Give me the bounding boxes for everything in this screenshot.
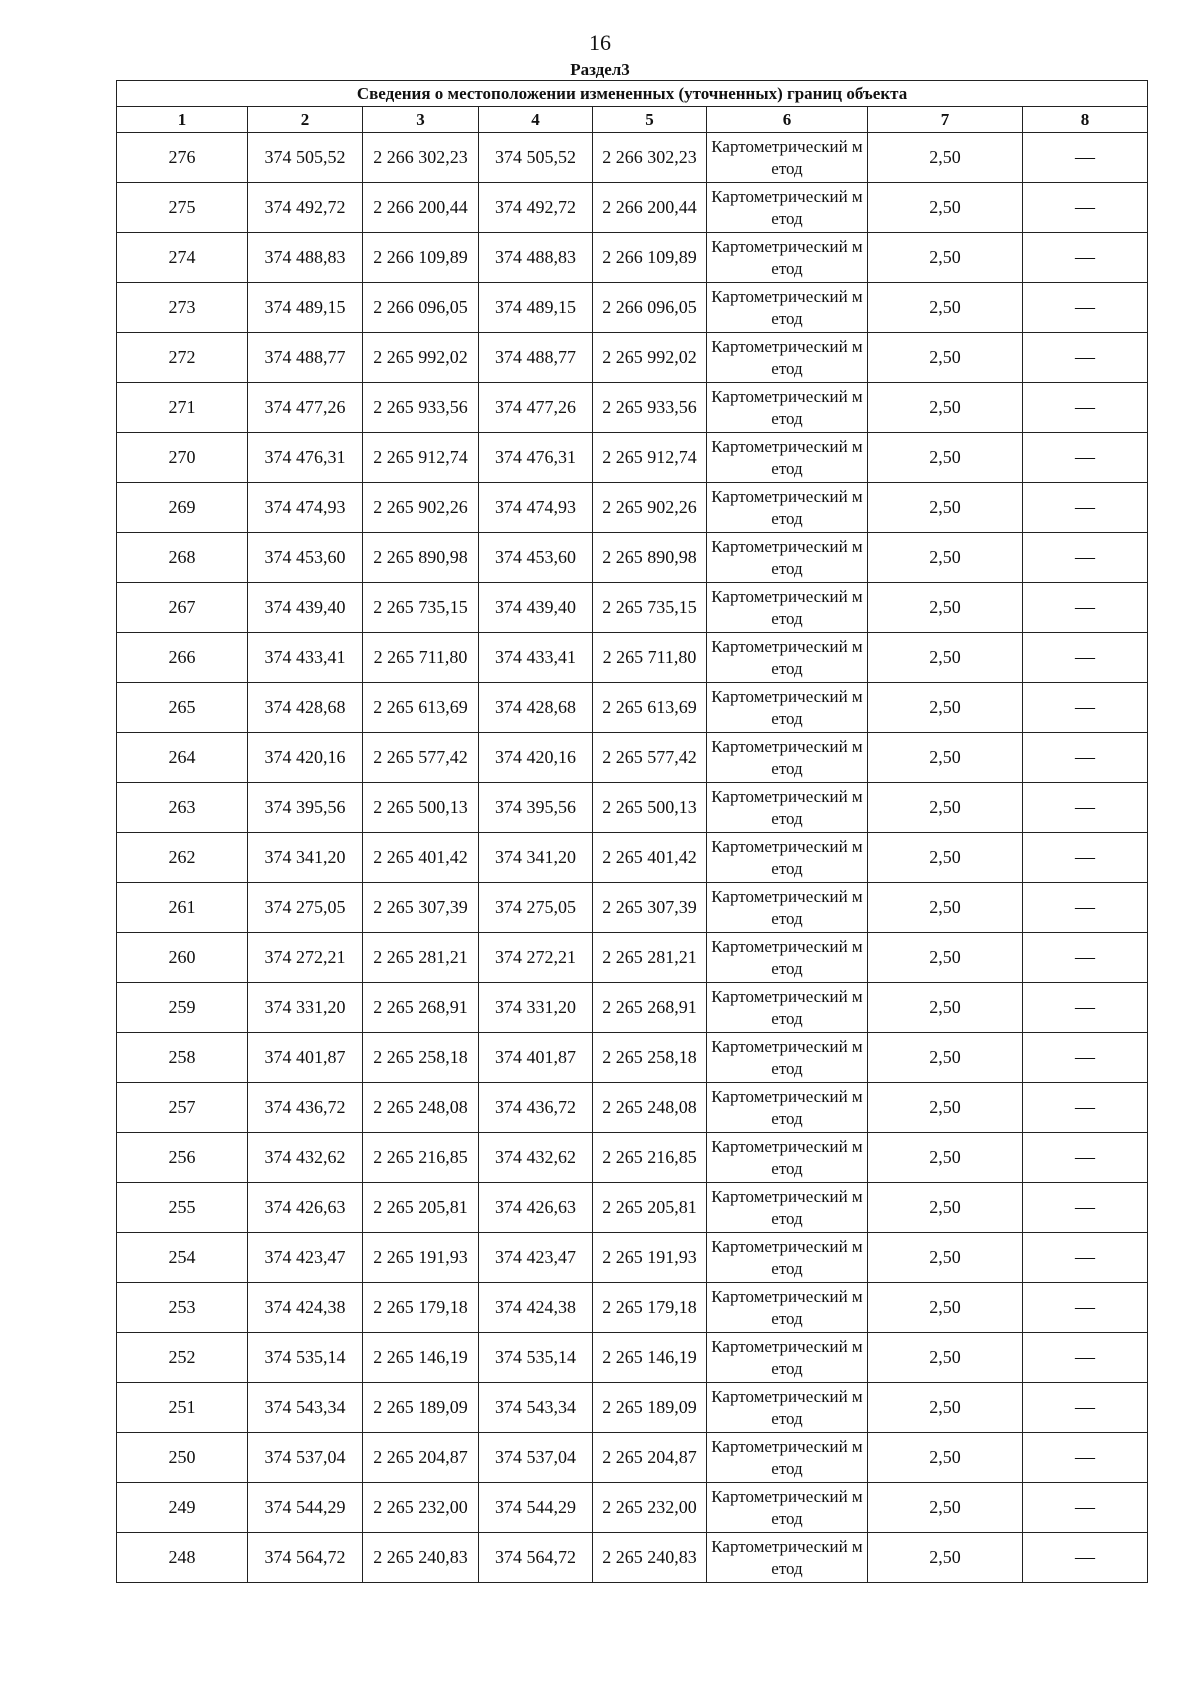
description-cell: —: [1023, 533, 1148, 583]
old-y-cell: 2 265 191,93: [363, 1233, 479, 1283]
old-y-cell: 2 265 268,91: [363, 983, 479, 1033]
new-x-cell: 374 488,77: [479, 333, 593, 383]
accuracy-cell: 2,50: [868, 933, 1023, 983]
new-x-cell: 374 477,26: [479, 383, 593, 433]
point-number-cell: 255: [117, 1183, 248, 1233]
point-number-cell: 248: [117, 1533, 248, 1583]
point-number-cell: 273: [117, 283, 248, 333]
description-cell: —: [1023, 1433, 1148, 1483]
description-cell: —: [1023, 133, 1148, 183]
old-x-cell: 374 453,60: [248, 533, 363, 583]
table-row: [117, 1083, 1148, 1133]
old-x-cell: 374 426,63: [248, 1183, 363, 1233]
accuracy-cell: 2,50: [868, 1033, 1023, 1083]
point-number-cell: 260: [117, 933, 248, 983]
point-number-cell: 267: [117, 583, 248, 633]
table-row: [117, 1133, 1148, 1183]
old-x-cell: 374 439,40: [248, 583, 363, 633]
old-y-cell: 2 265 500,13: [363, 783, 479, 833]
table-row: [117, 1183, 1148, 1233]
point-number-cell: 271: [117, 383, 248, 433]
method-cell: Картометрический метод: [707, 1433, 868, 1483]
old-x-cell: 374 488,77: [248, 333, 363, 383]
description-cell: —: [1023, 733, 1148, 783]
new-y-cell: 2 265 933,56: [593, 383, 707, 433]
new-x-cell: 374 439,40: [479, 583, 593, 633]
point-number-cell: 257: [117, 1083, 248, 1133]
point-number-cell: 251: [117, 1383, 248, 1433]
description-cell: —: [1023, 1283, 1148, 1333]
new-x-cell: 374 564,72: [479, 1533, 593, 1583]
accuracy-cell: 2,50: [868, 333, 1023, 383]
new-x-cell: 374 426,63: [479, 1183, 593, 1233]
accuracy-cell: 2,50: [868, 233, 1023, 283]
description-cell: —: [1023, 233, 1148, 283]
new-y-cell: 2 265 613,69: [593, 683, 707, 733]
accuracy-cell: 2,50: [868, 983, 1023, 1033]
old-x-cell: 374 428,68: [248, 683, 363, 733]
old-x-cell: 374 436,72: [248, 1083, 363, 1133]
old-y-cell: 2 265 248,08: [363, 1083, 479, 1133]
accuracy-cell: 2,50: [868, 533, 1023, 583]
table-row: [117, 1533, 1148, 1583]
new-x-cell: 374 433,41: [479, 633, 593, 683]
method-cell: Картометрический метод: [707, 233, 868, 283]
new-y-cell: 2 265 191,93: [593, 1233, 707, 1283]
description-cell: —: [1023, 1033, 1148, 1083]
new-x-cell: 374 535,14: [479, 1333, 593, 1383]
old-x-cell: 374 489,15: [248, 283, 363, 333]
accuracy-cell: 2,50: [868, 483, 1023, 533]
description-cell: —: [1023, 1383, 1148, 1433]
table-row: [117, 283, 1148, 333]
method-cell: Картометрический метод: [707, 583, 868, 633]
point-number-cell: 259: [117, 983, 248, 1033]
old-x-cell: 374 544,29: [248, 1483, 363, 1533]
method-cell: Картометрический метод: [707, 333, 868, 383]
point-number-cell: 274: [117, 233, 248, 283]
method-cell: Картометрический метод: [707, 733, 868, 783]
method-cell: Картометрический метод: [707, 433, 868, 483]
accuracy-cell: 2,50: [868, 133, 1023, 183]
point-number-cell: 272: [117, 333, 248, 383]
description-cell: —: [1023, 433, 1148, 483]
old-y-cell: 2 265 735,15: [363, 583, 479, 633]
method-cell: Картометрический метод: [707, 1033, 868, 1083]
point-number-cell: 254: [117, 1233, 248, 1283]
accuracy-cell: 2,50: [868, 1383, 1023, 1433]
old-x-cell: 374 423,47: [248, 1233, 363, 1283]
table-row: [117, 1233, 1148, 1283]
old-x-cell: 374 420,16: [248, 733, 363, 783]
table-caption: Сведения о местоположении измененных (уточненных) границ объекта: [117, 81, 1148, 107]
old-y-cell: 2 265 890,98: [363, 533, 479, 583]
old-y-cell: 2 265 258,18: [363, 1033, 479, 1083]
description-cell: —: [1023, 1183, 1148, 1233]
old-y-cell: 2 265 613,69: [363, 683, 479, 733]
method-cell: Картометрический метод: [707, 833, 868, 883]
new-x-cell: 374 401,87: [479, 1033, 593, 1083]
table-row: [117, 433, 1148, 483]
description-cell: —: [1023, 683, 1148, 733]
old-x-cell: 374 395,56: [248, 783, 363, 833]
method-cell: Картометрический метод: [707, 783, 868, 833]
table-row: [117, 533, 1148, 583]
column-header: 2: [248, 107, 363, 133]
description-cell: —: [1023, 583, 1148, 633]
table-row: [117, 883, 1148, 933]
old-x-cell: 374 432,62: [248, 1133, 363, 1183]
point-number-cell: 249: [117, 1483, 248, 1533]
new-x-cell: 374 432,62: [479, 1133, 593, 1183]
point-number-cell: 256: [117, 1133, 248, 1183]
description-cell: —: [1023, 833, 1148, 883]
new-y-cell: 2 265 205,81: [593, 1183, 707, 1233]
description-cell: —: [1023, 1483, 1148, 1533]
old-y-cell: 2 265 912,74: [363, 433, 479, 483]
method-cell: Картометрический метод: [707, 283, 868, 333]
point-number-cell: 264: [117, 733, 248, 783]
method-cell: Картометрический метод: [707, 1283, 868, 1333]
new-y-cell: 2 265 307,39: [593, 883, 707, 933]
point-number-cell: 261: [117, 883, 248, 933]
description-cell: —: [1023, 883, 1148, 933]
method-cell: Картометрический метод: [707, 1183, 868, 1233]
new-x-cell: 374 537,04: [479, 1433, 593, 1483]
method-cell: Картометрический метод: [707, 933, 868, 983]
new-y-cell: 2 265 189,09: [593, 1383, 707, 1433]
method-cell: Картометрический метод: [707, 483, 868, 533]
accuracy-cell: 2,50: [868, 883, 1023, 933]
method-cell: Картометрический метод: [707, 983, 868, 1033]
new-y-cell: 2 266 109,89: [593, 233, 707, 283]
point-number-cell: 270: [117, 433, 248, 483]
table-row: [117, 983, 1148, 1033]
method-cell: Картометрический метод: [707, 1383, 868, 1433]
old-x-cell: 374 535,14: [248, 1333, 363, 1383]
accuracy-cell: 2,50: [868, 183, 1023, 233]
accuracy-cell: 2,50: [868, 1483, 1023, 1533]
old-x-cell: 374 477,26: [248, 383, 363, 433]
description-cell: —: [1023, 783, 1148, 833]
old-y-cell: 2 266 109,89: [363, 233, 479, 283]
new-y-cell: 2 265 890,98: [593, 533, 707, 583]
new-y-cell: 2 265 711,80: [593, 633, 707, 683]
table-row: [117, 133, 1148, 183]
table-body: [117, 133, 1148, 1583]
accuracy-cell: 2,50: [868, 683, 1023, 733]
method-cell: Картометрический метод: [707, 533, 868, 583]
method-cell: Картометрический метод: [707, 383, 868, 433]
column-header: 4: [479, 107, 593, 133]
new-y-cell: 2 265 401,42: [593, 833, 707, 883]
point-number-cell: 253: [117, 1283, 248, 1333]
accuracy-cell: 2,50: [868, 1283, 1023, 1333]
accuracy-cell: 2,50: [868, 733, 1023, 783]
old-y-cell: 2 265 204,87: [363, 1433, 479, 1483]
new-x-cell: 374 489,15: [479, 283, 593, 333]
new-y-cell: 2 265 240,83: [593, 1533, 707, 1583]
accuracy-cell: 2,50: [868, 1433, 1023, 1483]
new-y-cell: 2 265 204,87: [593, 1433, 707, 1483]
method-cell: Картометрический метод: [707, 633, 868, 683]
column-header: 7: [868, 107, 1023, 133]
new-x-cell: 374 543,34: [479, 1383, 593, 1433]
new-x-cell: 374 275,05: [479, 883, 593, 933]
old-y-cell: 2 265 232,00: [363, 1483, 479, 1533]
method-cell: Картометрический метод: [707, 883, 868, 933]
point-number-cell: 266: [117, 633, 248, 683]
accuracy-cell: 2,50: [868, 1133, 1023, 1183]
old-y-cell: 2 265 179,18: [363, 1283, 479, 1333]
old-y-cell: 2 265 240,83: [363, 1533, 479, 1583]
point-number-cell: 258: [117, 1033, 248, 1083]
new-y-cell: 2 266 302,23: [593, 133, 707, 183]
new-x-cell: 374 331,20: [479, 983, 593, 1033]
table-row: [117, 233, 1148, 283]
description-cell: —: [1023, 933, 1148, 983]
table-row: [117, 1333, 1148, 1383]
new-x-cell: 374 272,21: [479, 933, 593, 983]
old-y-cell: 2 266 302,23: [363, 133, 479, 183]
description-cell: —: [1023, 1333, 1148, 1383]
table-row: [117, 1033, 1148, 1083]
old-x-cell: 374 272,21: [248, 933, 363, 983]
accuracy-cell: 2,50: [868, 633, 1023, 683]
old-y-cell: 2 265 281,21: [363, 933, 479, 983]
old-y-cell: 2 265 992,02: [363, 333, 479, 383]
method-cell: Картометрический метод: [707, 133, 868, 183]
new-y-cell: 2 265 179,18: [593, 1283, 707, 1333]
new-y-cell: 2 265 577,42: [593, 733, 707, 783]
old-y-cell: 2 266 200,44: [363, 183, 479, 233]
old-y-cell: 2 265 711,80: [363, 633, 479, 683]
method-cell: Картометрический метод: [707, 1333, 868, 1383]
new-y-cell: 2 265 281,21: [593, 933, 707, 983]
new-y-cell: 2 265 248,08: [593, 1083, 707, 1133]
new-y-cell: 2 266 200,44: [593, 183, 707, 233]
old-x-cell: 374 424,38: [248, 1283, 363, 1333]
description-cell: —: [1023, 283, 1148, 333]
old-x-cell: 374 543,34: [248, 1383, 363, 1433]
coordinates-table: [116, 80, 1148, 1583]
table-row: [117, 783, 1148, 833]
new-x-cell: 374 436,72: [479, 1083, 593, 1133]
new-y-cell: 2 265 232,00: [593, 1483, 707, 1533]
old-x-cell: 374 401,87: [248, 1033, 363, 1083]
method-cell: Картометрический метод: [707, 683, 868, 733]
accuracy-cell: 2,50: [868, 583, 1023, 633]
point-number-cell: 269: [117, 483, 248, 533]
method-cell: Картометрический метод: [707, 1533, 868, 1583]
accuracy-cell: 2,50: [868, 1233, 1023, 1283]
point-number-cell: 250: [117, 1433, 248, 1483]
point-number-cell: 276: [117, 133, 248, 183]
new-y-cell: 2 265 500,13: [593, 783, 707, 833]
column-header: 3: [363, 107, 479, 133]
new-x-cell: 374 544,29: [479, 1483, 593, 1533]
old-x-cell: 374 474,93: [248, 483, 363, 533]
description-cell: —: [1023, 383, 1148, 433]
new-y-cell: 2 265 258,18: [593, 1033, 707, 1083]
new-y-cell: 2 265 912,74: [593, 433, 707, 483]
old-x-cell: 374 492,72: [248, 183, 363, 233]
description-cell: —: [1023, 333, 1148, 383]
point-number-cell: 275: [117, 183, 248, 233]
old-x-cell: 374 341,20: [248, 833, 363, 883]
new-x-cell: 374 395,56: [479, 783, 593, 833]
column-header: 5: [593, 107, 707, 133]
old-y-cell: 2 265 189,09: [363, 1383, 479, 1433]
description-cell: —: [1023, 633, 1148, 683]
new-y-cell: 2 265 992,02: [593, 333, 707, 383]
description-cell: —: [1023, 1133, 1148, 1183]
method-cell: Картометрический метод: [707, 1133, 868, 1183]
column-header: 6: [707, 107, 868, 133]
section-title: Раздел3: [570, 60, 630, 79]
table-row: [117, 333, 1148, 383]
new-x-cell: 374 488,83: [479, 233, 593, 283]
accuracy-cell: 2,50: [868, 783, 1023, 833]
description-cell: —: [1023, 183, 1148, 233]
accuracy-cell: 2,50: [868, 433, 1023, 483]
point-number-cell: 262: [117, 833, 248, 883]
table-row: [117, 1383, 1148, 1433]
description-cell: —: [1023, 1233, 1148, 1283]
table-row: [117, 583, 1148, 633]
old-y-cell: 2 265 216,85: [363, 1133, 479, 1183]
old-x-cell: 374 331,20: [248, 983, 363, 1033]
new-x-cell: 374 420,16: [479, 733, 593, 783]
accuracy-cell: 2,50: [868, 1533, 1023, 1583]
old-y-cell: 2 265 933,56: [363, 383, 479, 433]
new-x-cell: 374 453,60: [479, 533, 593, 583]
old-x-cell: 374 488,83: [248, 233, 363, 283]
old-x-cell: 374 476,31: [248, 433, 363, 483]
point-number-cell: 263: [117, 783, 248, 833]
method-cell: Картометрический метод: [707, 1233, 868, 1283]
old-y-cell: 2 266 096,05: [363, 283, 479, 333]
new-x-cell: 374 492,72: [479, 183, 593, 233]
table-row: [117, 1483, 1148, 1533]
table-caption-row: [117, 81, 1148, 107]
point-number-cell: 252: [117, 1333, 248, 1383]
table-row: [117, 183, 1148, 233]
method-cell: Картометрический метод: [707, 183, 868, 233]
new-y-cell: 2 265 216,85: [593, 1133, 707, 1183]
old-x-cell: 374 433,41: [248, 633, 363, 683]
accuracy-cell: 2,50: [868, 833, 1023, 883]
description-cell: —: [1023, 1083, 1148, 1133]
new-x-cell: 374 428,68: [479, 683, 593, 733]
page-number: 16: [589, 30, 611, 55]
new-y-cell: 2 266 096,05: [593, 283, 707, 333]
point-number-cell: 268: [117, 533, 248, 583]
new-x-cell: 374 474,93: [479, 483, 593, 533]
table-row: [117, 733, 1148, 783]
table-row: [117, 1433, 1148, 1483]
old-y-cell: 2 265 307,39: [363, 883, 479, 933]
table-row: [117, 633, 1148, 683]
description-cell: —: [1023, 983, 1148, 1033]
new-x-cell: 374 476,31: [479, 433, 593, 483]
new-y-cell: 2 265 146,19: [593, 1333, 707, 1383]
old-x-cell: 374 505,52: [248, 133, 363, 183]
accuracy-cell: 2,50: [868, 283, 1023, 333]
accuracy-cell: 2,50: [868, 1083, 1023, 1133]
old-x-cell: 374 564,72: [248, 1533, 363, 1583]
column-header: 1: [117, 107, 248, 133]
new-x-cell: 374 423,47: [479, 1233, 593, 1283]
method-cell: Картометрический метод: [707, 1083, 868, 1133]
column-header: 8: [1023, 107, 1148, 133]
old-x-cell: 374 537,04: [248, 1433, 363, 1483]
old-y-cell: 2 265 902,26: [363, 483, 479, 533]
table-row: [117, 483, 1148, 533]
old-y-cell: 2 265 205,81: [363, 1183, 479, 1233]
new-x-cell: 374 341,20: [479, 833, 593, 883]
description-cell: —: [1023, 1533, 1148, 1583]
new-x-cell: 374 424,38: [479, 1283, 593, 1333]
method-cell: Картометрический метод: [707, 1483, 868, 1533]
old-y-cell: 2 265 146,19: [363, 1333, 479, 1383]
table-row: [117, 833, 1148, 883]
point-number-cell: 265: [117, 683, 248, 733]
table-row: [117, 683, 1148, 733]
new-y-cell: 2 265 268,91: [593, 983, 707, 1033]
new-y-cell: 2 265 902,26: [593, 483, 707, 533]
table-row: [117, 383, 1148, 433]
accuracy-cell: 2,50: [868, 1333, 1023, 1383]
old-y-cell: 2 265 401,42: [363, 833, 479, 883]
table-row: [117, 933, 1148, 983]
column-header-row: [117, 107, 1148, 133]
new-x-cell: 374 505,52: [479, 133, 593, 183]
new-y-cell: 2 265 735,15: [593, 583, 707, 633]
accuracy-cell: 2,50: [868, 383, 1023, 433]
old-y-cell: 2 265 577,42: [363, 733, 479, 783]
accuracy-cell: 2,50: [868, 1183, 1023, 1233]
description-cell: —: [1023, 483, 1148, 533]
old-x-cell: 374 275,05: [248, 883, 363, 933]
table-row: [117, 1283, 1148, 1333]
